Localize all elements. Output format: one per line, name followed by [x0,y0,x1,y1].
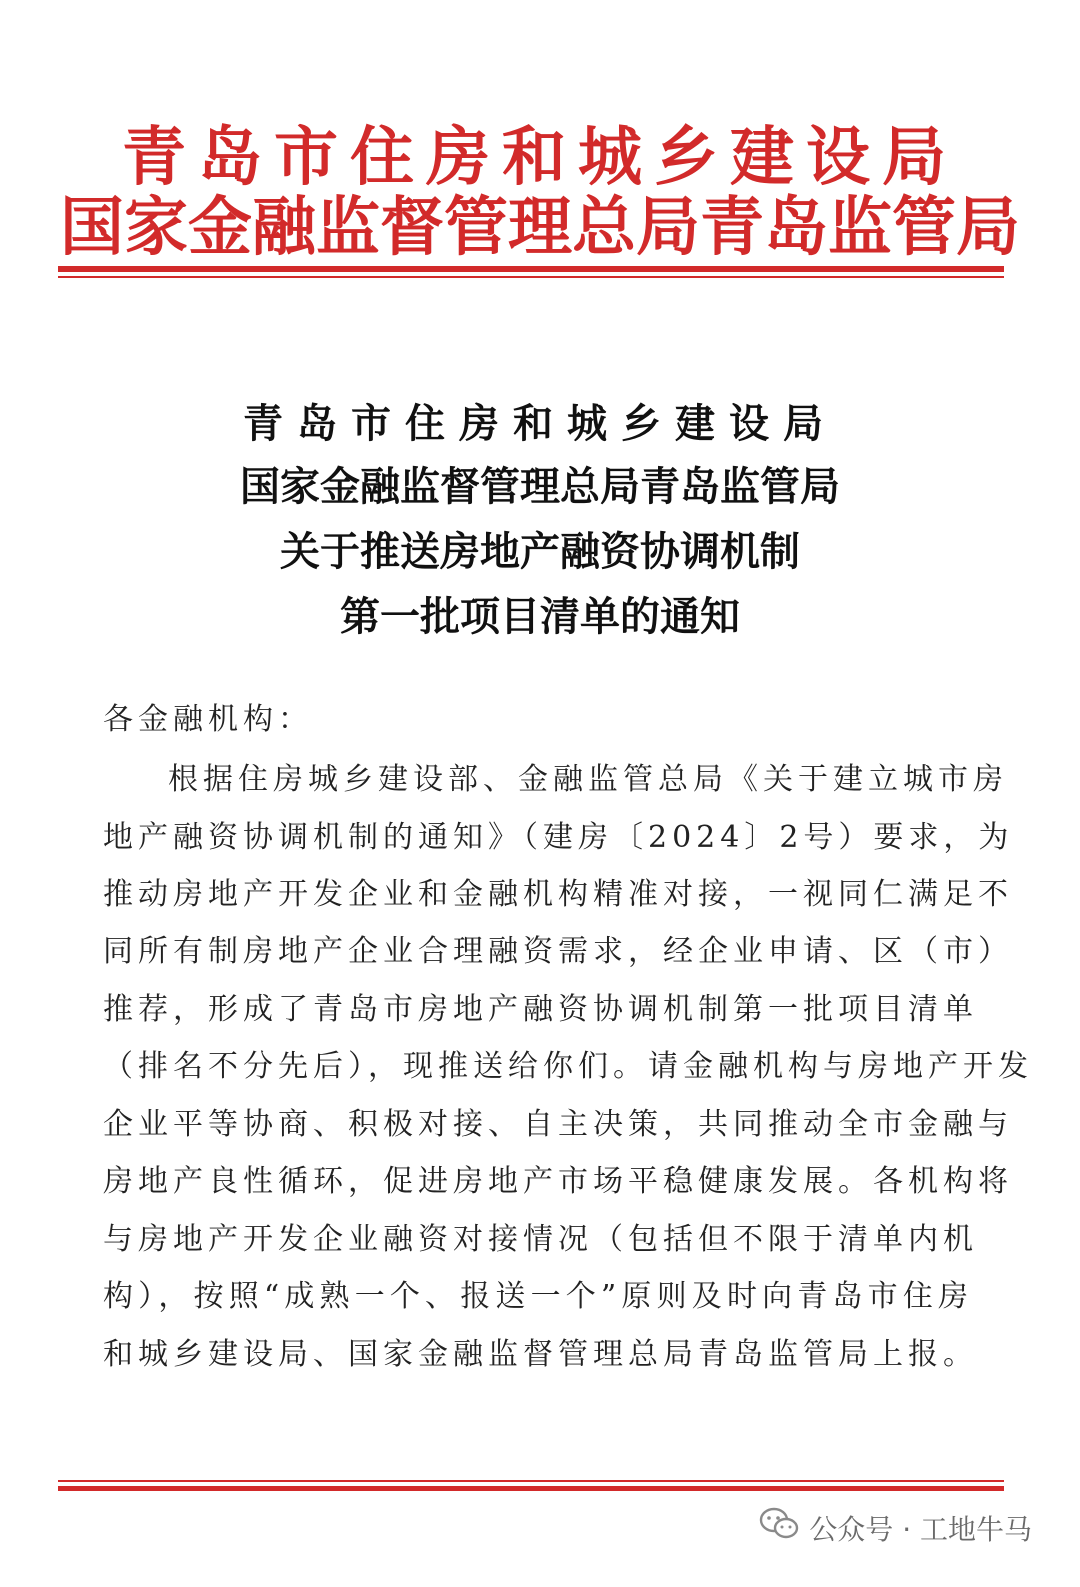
letterhead-line-2: 国家金融监督管理总局青岛监管局 [60,190,1020,265]
document-title-line-1: 青岛市住房和城乡建设局 [243,400,837,447]
body-paragraph-line: 构），按照“成熟一个、报送一个”原则及时向青岛市住房 [103,1279,973,1314]
wechat-icon [759,1507,799,1548]
footer-rule-thick [58,1486,1004,1491]
letterhead-rule-thin [58,276,1004,278]
body-paragraph-line: 地产融资协调机制的通知》（建房〔2024〕2号）要求，为 [103,820,1014,855]
body-paragraph-line: 推荐，形成了青岛市房地产融资协调机制第一批项目清单 [103,992,978,1027]
watermark-text: 公众号 · 工地牛马 [809,1512,1032,1546]
letterhead-line-1: 青岛市住房和城乡建设局 [122,120,958,195]
body-paragraph-line: （排名不分先后），现推送给你们。请金融机构与房地产开发 [103,1049,1033,1084]
body-paragraph-line: 根据住房城乡建设部、金融监管总局《关于建立城市房 [168,762,1008,797]
watermark [759,1507,1032,1548]
body-paragraph-line: 房地产良性循环，促进房地产市场平稳健康发展。各机构将 [103,1164,1013,1199]
document-title-line-2: 国家金融监督管理总局青岛监管局 [240,463,840,510]
document-title-line-4: 第一批项目清单的通知 [340,593,740,640]
body-paragraph-line: 和城乡建设局、国家金融监督管理总局青岛监管局上报。 [103,1337,978,1372]
body-paragraph-line: 推动房地产开发企业和金融机构精准对接，一视同仁满足不 [103,877,1013,912]
salutation: 各金融机构： [103,702,313,737]
letterhead-rule-thick [58,266,1004,272]
body-paragraph-line: 与房地产开发企业融资对接情况（包括但不限于清单内机 [103,1222,978,1257]
body-paragraph-line: 企业平等协商、积极对接、自主决策，共同推动全市金融与 [103,1107,1013,1142]
footer-rule-thin [58,1480,1004,1482]
body-paragraph-line: 同所有制房地产企业合理融资需求，经企业申请、区（市） [103,934,1013,969]
document-title-line-3: 关于推送房地产融资协调机制 [280,528,800,575]
